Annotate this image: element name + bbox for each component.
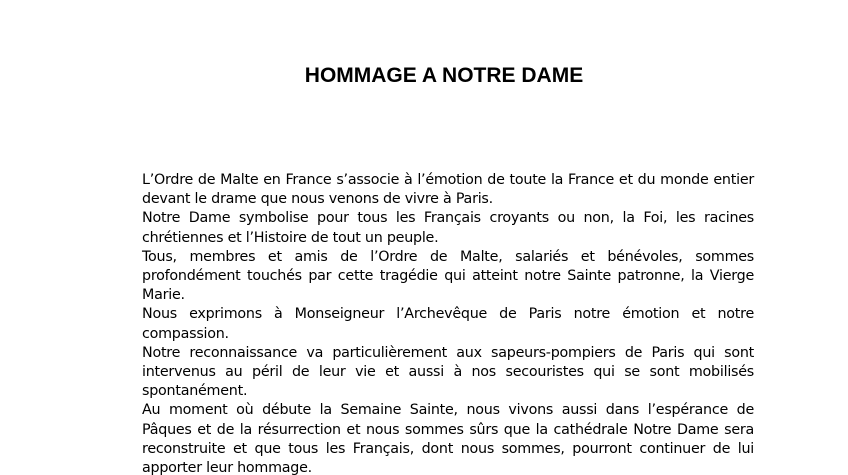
paragraph-6: Au moment où débute la Semaine Sainte, nous vivons aussi dans l’espérance de Pâques et de la résurrection et nous sommes sûrs que la cathédrale Notre Dame sera reconstruite et que tous les Français, dont nous sommes, pourront continuer de lui apporter leur hommage. [142,402,754,475]
paragraph-2: Notre Dame symbolise pour tous les Français croyants ou non, la Foi, les racines chrétiennes et l’Histoire de tout un peuple. [142,210,754,246]
paragraph-4: Nous exprimons à Monseigneur l’Archevêque de Paris notre émotion et notre compassion. [142,306,754,342]
document-body [142,171,754,475]
paragraph-3: Tous, membres et amis de l’Ordre de Malte, salariés et bénévoles, sommes profondément touchés par cette tragédie qui atteint notre Sainte patronne, la Vierge Marie. [142,248,754,304]
document-title: HOMMAGE A NOTRE DAME [304,64,584,87]
paragraph-1: L’Ordre de Malte en France s’associe à l’émotion de toute la France et du monde entier devant le drame que nous venons de vivre à Paris. [142,172,754,208]
paragraph-5: Notre reconnaissance va particulièrement aux sapeurs-pompiers de Paris qui sont intervenus au péril de leur vie et aussi à nos secouristes qui se sont mobilisés spontanément. [142,344,754,400]
